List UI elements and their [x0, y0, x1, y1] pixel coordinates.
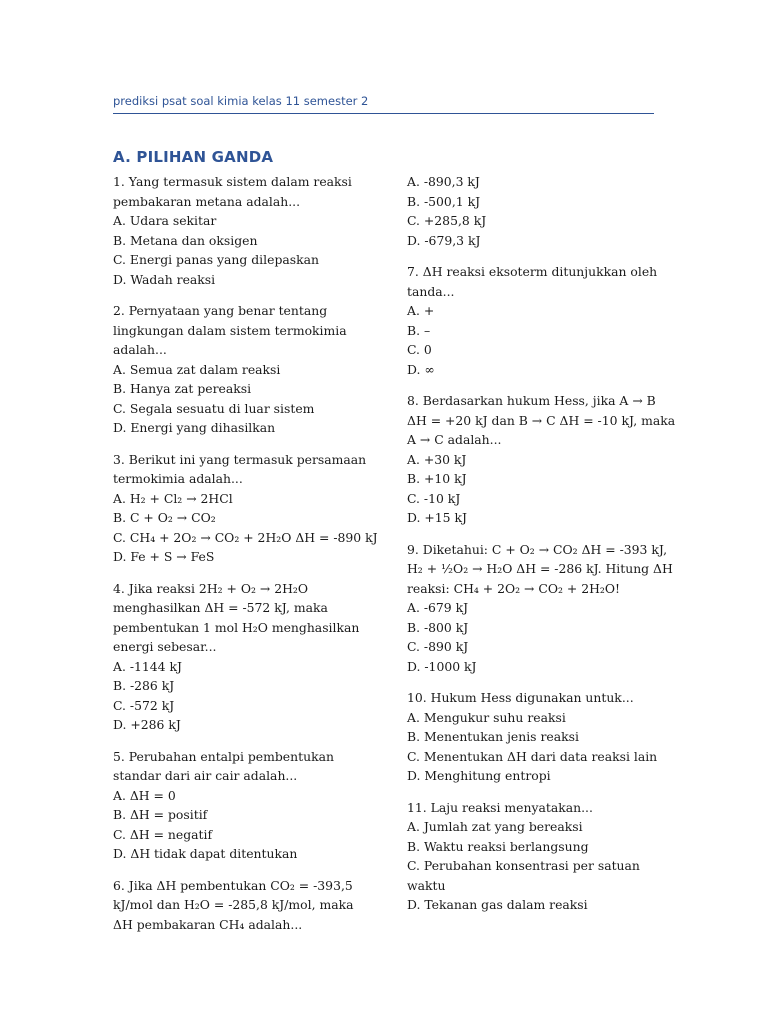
text-line: B. –	[407, 322, 431, 338]
text-line: C. -890 kJ	[407, 639, 469, 654]
text-line: kJ/mol dan H₂O = -285,8 kJ/mol, maka	[113, 897, 354, 912]
question-line: 9. Diketahui: C + O₂ → CO₂ ΔH = -393 kJ,	[407, 541, 668, 557]
text-line: D. +15 kJ	[407, 510, 467, 525]
text-line: B. -800 kJ	[407, 619, 469, 635]
text-line: waktu	[407, 877, 446, 893]
text-line: B. Waktu reaksi berlangsung	[407, 838, 589, 854]
section-title: A. PILIHAN GANDA	[113, 148, 274, 166]
question-line: 2. Pernyataan yang benar tentang	[113, 303, 328, 318]
question-block	[113, 579, 375, 735]
text-line: A → C adalah...	[407, 432, 502, 447]
text-line: A. Semua zat dalam reaksi	[113, 361, 281, 377]
question-line: 6. Jika ΔH pembentukan CO₂ = -393,5	[113, 877, 353, 893]
text-line: C. Perubahan konsentrasi per satuan	[407, 858, 640, 873]
question-line: 4. Jika reaksi 2H₂ + O₂ → 2H₂O	[113, 580, 309, 596]
question-block	[113, 450, 378, 567]
text-line: pembakaran metana adalah...	[113, 193, 301, 209]
left-column	[113, 172, 378, 946]
text-line: C. +285,8 kJ	[407, 213, 487, 228]
question-block	[407, 540, 673, 677]
text-line: D. Menghitung entropi	[407, 768, 551, 783]
text-line: B. Hanya zat pereaksi	[113, 381, 252, 396]
text-line: A. -679 kJ	[407, 600, 469, 615]
text-line: ΔH pembakaran CH₄ adalah...	[113, 916, 303, 932]
text-line: D. Energi yang dihasilkan	[113, 420, 276, 435]
text-line: D. -679,3 kJ	[407, 232, 481, 248]
text-line: termokimia adalah...	[113, 471, 243, 486]
text-line: C. Energi panas yang dilepaskan	[113, 252, 319, 267]
document-header: prediksi psat soal kimia kelas 11 semester 2	[113, 94, 369, 108]
text-line: pembentukan 1 mol H₂O menghasilkan	[113, 619, 360, 635]
question-block	[113, 876, 375, 935]
question-line: 5. Perubahan entalpi pembentukan	[113, 748, 334, 764]
question-line: 8. Berdasarkan hukum Hess, jika A → B	[407, 393, 656, 408]
question-block	[407, 798, 669, 915]
question-block	[113, 172, 375, 289]
text-line: standar dari air cair adalah...	[113, 768, 298, 783]
text-line: A. +	[407, 303, 435, 318]
text-line: A. ΔH = 0	[113, 787, 176, 803]
text-line: B. -500,1 kJ	[407, 193, 481, 209]
text-line: C. -10 kJ	[407, 490, 461, 506]
question-block	[407, 688, 669, 786]
text-line: D. Fe + S → FeS	[113, 549, 215, 564]
text-line: B. Menentukan jenis reaksi	[407, 729, 579, 744]
text-line: D. Tekanan gas dalam reaksi	[407, 897, 588, 912]
text-line: B. +10 kJ	[407, 471, 467, 486]
text-line: B. C + O₂ → CO₂	[113, 510, 216, 525]
question-line: 1. Yang termasuk sistem dalam reaksi	[113, 174, 352, 189]
question-block	[407, 391, 676, 528]
question-block	[113, 747, 375, 864]
text-line: D. -1000 kJ	[407, 658, 477, 674]
text-line: D. ∞	[407, 361, 435, 377]
text-line: A. +30 kJ	[407, 451, 467, 467]
text-line: C. -572 kJ	[113, 697, 175, 713]
text-line: tanda...	[407, 283, 455, 299]
text-line: B. Metana dan oksigen	[113, 232, 258, 248]
right-column	[407, 172, 676, 927]
text-line: A. Mengukur suhu reaksi	[407, 709, 566, 725]
text-line: C. ΔH = negatif	[113, 826, 213, 842]
text-line: C. CH₄ + 2O₂ → CO₂ + 2H₂O ΔH = -890 kJ	[113, 529, 378, 545]
text-line: B. ΔH = positif	[113, 807, 208, 822]
question-block	[407, 262, 669, 379]
question-block	[113, 301, 375, 438]
text-line: A. H₂ + Cl₂ → 2HCl	[113, 490, 233, 506]
text-line: reaksi: CH₄ + 2O₂ → CO₂ + 2H₂O!	[407, 580, 621, 596]
text-line: C. Segala sesuatu di luar sistem	[113, 400, 315, 416]
text-line: C. 0	[407, 342, 432, 357]
text-line: C. Menentukan ΔH dari data reaksi lain	[407, 748, 658, 764]
text-line: adalah...	[113, 342, 167, 357]
question-line: 10. Hukum Hess digunakan untuk...	[407, 690, 634, 705]
text-line: D. ΔH tidak dapat ditentukan	[113, 846, 298, 861]
text-line: menghasilkan ΔH = -572 kJ, maka	[113, 600, 328, 615]
text-line: A. Jumlah zat yang bereaksi	[407, 819, 583, 834]
text-line: energi sebesar...	[113, 639, 217, 654]
text-line: A. Udara sekitar	[113, 213, 217, 228]
text-line: lingkungan dalam sistem termokimia	[113, 322, 347, 338]
text-line: ΔH = +20 kJ dan B → C ΔH = -10 kJ, maka	[407, 412, 676, 428]
text-line: D. Wadah reaksi	[113, 271, 216, 287]
question-line: 11. Laju reaksi menyatakan...	[407, 799, 593, 815]
question-line: 3. Berikut ini yang termasuk persamaan	[113, 451, 367, 467]
question-line: 7. ΔH reaksi eksoterm ditunjukkan oleh	[407, 264, 658, 279]
question-line: A. -890,3 kJ	[407, 174, 480, 189]
text-line: A. -1144 kJ	[113, 658, 182, 674]
question-block	[407, 172, 669, 250]
text-line: B. -286 kJ	[113, 678, 175, 693]
text-line: H₂ + ½O₂ → H₂O ΔH = -286 kJ. Hitung ΔH	[407, 561, 673, 576]
text-line: D. +286 kJ	[113, 717, 181, 732]
header-divider	[113, 113, 654, 114]
